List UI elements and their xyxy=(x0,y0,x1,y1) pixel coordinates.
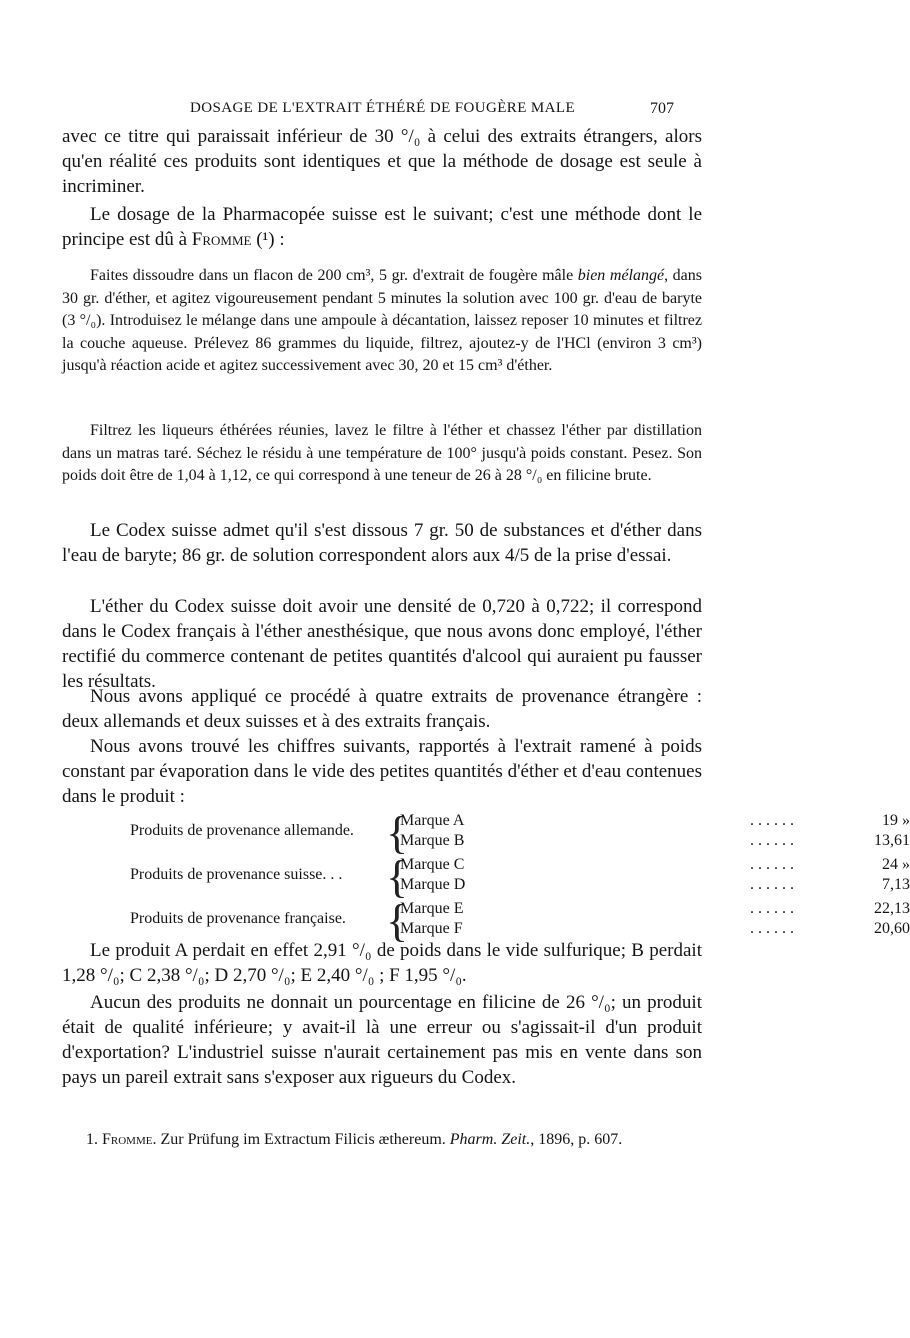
paragraph-continuation xyxy=(62,124,702,199)
quote-1-rest: , dans 30 gr. d'éther, et agitez vigoureusement pendant 5 minutes la solution avec 100 gr. d'eau de baryte (3 °/₀). Introduisez le mélange dans une ampoule à décantation, laissez reposer 10 minutes et filtrez la couche aqueuse. Prélevez 86 grammes du liquide, filtrez, ajoutez-y de l'HCl (environ 3 cm³) jusqu'à réaction acide et agitez successivement avec 30, 20 et 15 cm³ d'éther. xyxy=(62,267,703,374)
leader-dots: ...... xyxy=(750,832,798,849)
paragraph-6 xyxy=(62,734,702,809)
brand-value: 7,13 xyxy=(882,876,910,893)
brand-name: Marque B xyxy=(400,832,465,849)
author-name: Fromme xyxy=(191,229,252,250)
brand-value: 20,60 xyxy=(874,920,910,937)
leader-dots: ...... xyxy=(750,856,798,873)
leader-dots: ...... xyxy=(750,812,798,829)
paragraph-3-text: Le Codex suisse admet qu'il s'est dissous 7 gr. 50 de substances et d'éther dans l'eau de baryte; 86 gr. de solution correspondent alors aux 4/5 de la prise d'essai. xyxy=(62,520,702,566)
footnote-author: Fromme xyxy=(102,1131,153,1148)
paragraph-5-text: Nous avons appliqué ce procédé à quatre extraits de provenance étrangère : deux allemands et deux suisses et à des extraits français. xyxy=(62,686,702,732)
footnote-ref: (¹) : xyxy=(251,229,285,250)
row-label: Produits de provenance suisse. . . xyxy=(130,866,343,883)
paragraph-7 xyxy=(62,938,702,988)
table-entry xyxy=(400,876,910,894)
results-table xyxy=(130,807,910,946)
brand-value: 13,61 xyxy=(874,832,910,849)
brand-name: Marque E xyxy=(400,900,464,917)
table-entry xyxy=(400,920,910,938)
quote-2 xyxy=(62,420,702,488)
footnote-text: . Zur Prüfung im Extractum Filicis æthereum. xyxy=(152,1131,450,1148)
table-row xyxy=(130,851,910,902)
row-label: Produits de provenance française. xyxy=(130,910,346,927)
paragraph-1: avec ce titre qui paraissait inférieur de 30 °/₀ à celui des extraits étrangers, alors qu'en réalité ces produits sont identiques et que la méthode de dosage est seule à incriminer. xyxy=(62,126,702,197)
footnote-number: 1. xyxy=(86,1131,98,1148)
brand-name: Marque F xyxy=(400,920,463,937)
row-label: Produits de provenance allemande. xyxy=(130,822,354,839)
footnote-text-end: , 1896, p. 607. xyxy=(530,1131,623,1148)
brand-name: Marque C xyxy=(400,856,465,873)
table-row xyxy=(130,807,910,858)
brand-value: 19 » xyxy=(882,812,910,829)
paragraph-5 xyxy=(62,684,702,734)
page-number: 707 xyxy=(650,100,674,117)
paragraph-2-text: Le dosage de la Pharmacopée suisse est le suivant; c'est une méthode dont le principe est dû à xyxy=(62,204,702,250)
leader-dots: ...... xyxy=(750,876,798,893)
brand-value: 24 » xyxy=(882,856,910,873)
brace: { xyxy=(386,851,409,902)
paragraph-4-text: L'éther du Codex suisse doit avoir une densité de 0,720 à 0,722; il correspond dans le Codex français à l'éther anesthésique, que nous avons donc employé, l'éther rectifié du commerce contenant de petites quantités d'alcool qui auraient pu fausser les résultats. xyxy=(62,596,702,692)
quote-1-italic: bien mélangé xyxy=(577,267,665,284)
footnote-journal: Pharm. Zeit. xyxy=(449,1131,531,1148)
paragraph-8-text: Aucun des produits ne donnait un pourcentage en filicine de 26 °/₀; un produit était de qualité inférieure; y avait-il là une erreur ou s'agissait-il d'un produit d'exportation? L'industriel suisse n'aurait certainement pas mis en vente dans son pays un pareil extrait sans s'exposer aux rigueurs du Codex. xyxy=(62,992,702,1088)
table-entry xyxy=(400,832,910,850)
brand-name: Marque A xyxy=(400,812,465,829)
table-entry xyxy=(400,812,910,830)
footnote xyxy=(86,1128,698,1152)
paragraph-8 xyxy=(62,990,702,1090)
paragraph-3 xyxy=(62,518,702,568)
leader-dots: ...... xyxy=(750,920,798,937)
page-header xyxy=(0,100,800,124)
running-title: DOSAGE DE L'EXTRAIT ÉTHÉRÉ DE FOUGÈRE MALE xyxy=(190,100,576,116)
brace: { xyxy=(386,807,409,858)
brand-name: Marque D xyxy=(400,876,466,893)
paragraph-2 xyxy=(62,202,702,252)
table-entry xyxy=(400,900,910,918)
brace: { xyxy=(386,895,409,946)
paragraph-6-text: Nous avons trouvé les chiffres suivants, rapportés à l'extrait ramené à poids constant par évaporation dans le vide des petites quantités d'éther et d'eau contenues dans le produit : xyxy=(62,736,702,807)
quote-1-text: Faites dissoudre dans un flacon de 200 cm³, 5 gr. d'extrait de fougère mâle xyxy=(90,267,578,284)
leader-dots: ...... xyxy=(750,900,798,917)
table-entry xyxy=(400,856,910,874)
brand-value: 22,13 xyxy=(874,900,910,917)
quote-1 xyxy=(62,265,702,378)
paragraph-4 xyxy=(62,594,702,694)
paragraph-7-text: Le produit A perdait en effet 2,91 °/₀ de poids dans le vide sulfurique; B perdait 1,28 °/₀; C 2,38 °/₀; D 2,70 °/₀; E 2,40 °/₀ ; F 1,95 °/₀. xyxy=(62,940,702,986)
quote-2-text: Filtrez les liqueurs éthérées réunies, lavez le filtre à l'éther et chassez l'éther par distillation dans un matras taré. Séchez le résidu à une température de 100° jusqu'à poids constant. Pesez. Son poids doit être de 1,04 à 1,12, ce qui correspond à une teneur de 26 à 28 °/₀ en filicine brute. xyxy=(62,422,702,484)
